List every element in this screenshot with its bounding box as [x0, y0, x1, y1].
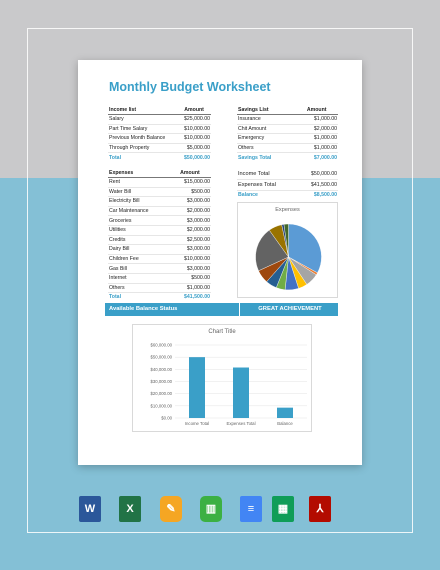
totals-bar-chart — [132, 324, 312, 432]
table-row — [237, 180, 338, 191]
row-label: Previous Month Balance — [108, 134, 177, 144]
bar — [277, 408, 293, 418]
savings-header-label: Savings List — [237, 105, 295, 115]
bar — [233, 368, 249, 418]
expenses-pie-chart — [237, 202, 338, 298]
row-label: Through Property — [108, 143, 177, 153]
table-row — [108, 254, 211, 264]
y-tick-label: $40,000.00 — [150, 366, 172, 372]
row-label: Car Maintenance — [108, 206, 169, 216]
row-amount: $2,000.00 — [295, 124, 338, 134]
row-amount: $1,000.00 — [295, 143, 338, 153]
row-amount: $15,000.00 — [169, 178, 211, 188]
row-amount: $1,000.00 — [295, 115, 338, 125]
row-label: Utilities — [108, 225, 169, 235]
word-icon[interactable]: W — [79, 496, 101, 522]
excel-icon[interactable]: X — [119, 496, 141, 522]
row-amount: $500.00 — [169, 187, 211, 197]
expenses-total-row — [108, 293, 211, 302]
row-label: Balance — [238, 192, 258, 199]
row-label: Internet — [108, 273, 169, 283]
row-amount: $1,000.00 — [295, 134, 338, 144]
table-row — [237, 134, 338, 144]
table-row — [108, 245, 211, 255]
summary-table — [237, 169, 338, 200]
row-label: Insurance — [237, 115, 295, 125]
savings-header-amount: Amount — [295, 105, 338, 115]
table-row — [108, 235, 211, 245]
x-tick-label: Balance — [277, 421, 293, 426]
row-label: Others — [237, 143, 295, 153]
row-label: Total — [109, 154, 122, 161]
table-row — [108, 216, 211, 226]
x-tick-label: Expenses Total — [226, 421, 256, 426]
row-label: Gas Bill — [108, 264, 169, 274]
table-row — [108, 143, 211, 153]
row-amount: $7,000.00 — [313, 154, 337, 161]
bar-chart-canvas — [133, 325, 313, 433]
income-total-row — [108, 153, 211, 162]
row-label: Total — [109, 294, 122, 301]
row-label: Groceries — [108, 216, 169, 226]
table-row — [108, 225, 211, 235]
expenses-header-label: Expenses — [108, 168, 169, 178]
pdf-icon[interactable]: ⅄ — [309, 496, 331, 522]
row-amount: $50,000.00 — [184, 154, 210, 161]
y-tick-label: $50,000.00 — [150, 354, 172, 360]
table-row — [237, 143, 338, 153]
table-row — [108, 264, 211, 274]
row-amount: $41,500.00 — [296, 180, 338, 191]
numbers-icon[interactable]: ▥ — [200, 496, 222, 522]
row-label: Income Total — [237, 169, 296, 180]
status-divider — [239, 303, 240, 316]
table-row — [108, 283, 211, 293]
status-label: Available Balance Status — [109, 306, 178, 312]
row-amount: $25,000.00 — [177, 115, 211, 125]
table-row — [108, 124, 211, 134]
balance-row — [237, 191, 338, 200]
row-amount: $2,000.00 — [169, 206, 211, 216]
google-sheets-icon[interactable]: ▦ — [272, 496, 294, 522]
row-label: Emergency — [237, 134, 295, 144]
y-tick-label: $30,000.00 — [150, 379, 172, 384]
document-page — [78, 60, 362, 465]
status-value: GREAT ACHIEVEMENT — [258, 306, 322, 312]
expenses-header-amount: Amount — [169, 168, 211, 178]
row-amount: $8,500.00 — [313, 192, 337, 199]
table-row — [108, 206, 211, 216]
expenses-table — [108, 168, 211, 302]
row-amount: $1,000.00 — [169, 283, 211, 293]
app-icons-row — [0, 496, 440, 526]
row-label: Part Time Salary — [108, 124, 177, 134]
row-label: Savings Total — [238, 154, 272, 161]
row-amount: $3,000.00 — [169, 245, 211, 255]
income-header-amount: Amount — [177, 105, 211, 115]
table-row — [108, 197, 211, 207]
document-title: Monthly Budget Worksheet — [109, 80, 271, 94]
table-row — [108, 115, 211, 125]
row-label: Electricity Bill — [108, 197, 169, 207]
row-label: Children Fee — [108, 254, 169, 264]
row-amount: $10,000.00 — [169, 254, 211, 264]
balance-status-bar — [105, 303, 338, 316]
row-label: Dairy Bill — [108, 245, 169, 255]
pages-icon[interactable]: ✎ — [160, 496, 182, 522]
income-table — [108, 105, 211, 162]
savings-total-row — [237, 153, 338, 162]
pie-chart-title: Expenses — [275, 207, 300, 213]
row-label: Salary — [108, 115, 177, 125]
row-amount: $3,000.00 — [169, 264, 211, 274]
row-label: Others — [108, 283, 169, 293]
row-amount: $50,000.00 — [296, 169, 338, 180]
row-amount: $41,500.00 — [184, 294, 210, 301]
table-row — [108, 187, 211, 197]
table-row — [237, 169, 338, 180]
row-amount: $2,000.00 — [169, 225, 211, 235]
google-docs-icon[interactable]: ≡ — [240, 496, 262, 522]
bar-chart-title: Chart Title — [208, 329, 236, 335]
pie-chart-canvas — [238, 203, 339, 299]
x-tick-label: Income Total — [184, 421, 210, 426]
y-tick-label: $60,000.00 — [150, 342, 172, 348]
row-amount: $5,000.00 — [177, 143, 211, 153]
row-amount: $10,000.00 — [177, 134, 211, 144]
income-header-label: Income list — [108, 105, 177, 115]
row-label: Chit Amount — [237, 124, 295, 134]
row-amount: $500.00 — [169, 273, 211, 283]
row-amount: $3,000.00 — [169, 216, 211, 226]
row-amount: $10,000.00 — [177, 124, 211, 134]
row-label: Rent — [108, 178, 169, 188]
savings-table — [237, 105, 338, 162]
table-row — [108, 134, 211, 144]
row-label: Credits — [108, 235, 169, 245]
bar — [189, 357, 205, 418]
table-row — [108, 178, 211, 188]
table-row — [237, 115, 338, 125]
y-tick-label: $20,000.00 — [150, 391, 172, 397]
row-amount: $2,500.00 — [169, 235, 211, 245]
y-tick-label: $0.00 — [161, 415, 172, 421]
y-tick-label: $10,000.00 — [150, 403, 172, 409]
row-label: Expenses Total — [237, 180, 296, 191]
table-row — [108, 273, 211, 283]
row-label: Water Bill — [108, 187, 169, 197]
table-row — [237, 124, 338, 134]
row-amount: $3,000.00 — [169, 197, 211, 207]
